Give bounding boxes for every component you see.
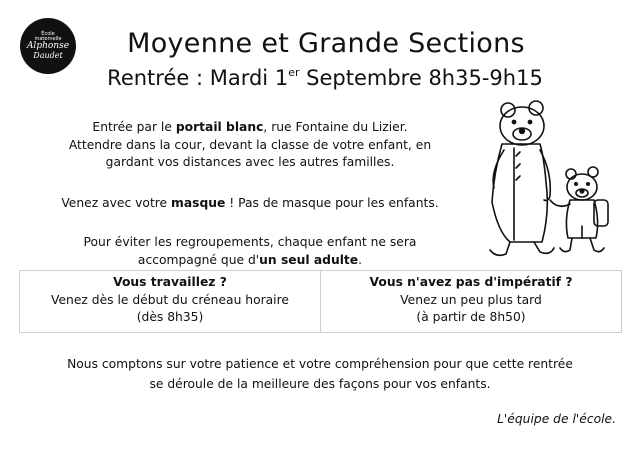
working-parents-cell: [20, 271, 321, 333]
adult-paragraph: [20, 234, 480, 269]
logo-line-2: maternelle: [34, 36, 62, 43]
mask-text-before: Venez avec votre: [61, 196, 172, 210]
entrance-line-2: Attendre dans la cour, devant la classe de votre enfant, en: [68, 137, 432, 152]
closing-line-2: se déroule de la meilleure des façons pour vos enfants.: [149, 377, 491, 391]
closing-line-1: Nous comptons sur votre patience et votre compréhension pour que cette rentrée: [67, 357, 573, 371]
closing-paragraph: [10, 354, 630, 394]
mask-bold: masque: [171, 196, 226, 210]
subtitle-superscript: er: [288, 66, 300, 79]
page-title: Moyenne et Grande Sections: [127, 28, 525, 59]
mask-text-after: ! Pas de masque pour les enfants.: [225, 196, 439, 210]
entrance-paragraph: [20, 119, 480, 172]
logo-line-4: Daudet: [33, 50, 63, 60]
signature: L'équipe de l'école.: [497, 412, 616, 426]
logo-line-1: École: [41, 30, 55, 37]
subtitle-part-1: Rentrée : Mardi 1: [107, 66, 289, 90]
bear-illustration: [480, 92, 620, 268]
entrance-line-3: gardant vos distances avec les autres familles.: [105, 155, 395, 169]
working-heading: Vous travaillez ?: [113, 275, 227, 289]
flexible-line-1: Venez un peu plus tard: [400, 292, 542, 307]
working-line-2: (dès 8h35): [136, 310, 204, 324]
flexible-parents-cell: [321, 271, 622, 333]
entrance-street: , rue Fontaine du Lizier.: [263, 120, 408, 134]
flexible-line-2: (à partir de 8h50): [416, 310, 526, 324]
subtitle-part-2: Septembre 8h35-9h15: [299, 66, 543, 90]
adult-line-1: Pour éviter les regroupements, chaque enfant ne sera: [83, 235, 417, 249]
adult-bold: un seul adulte: [259, 252, 359, 267]
arrival-times-table: [19, 270, 622, 333]
adult-text-before: accompagné que d': [137, 252, 260, 267]
entrance-line-1: [20, 119, 480, 137]
flexible-heading: Vous n'avez pas d'impératif ?: [369, 275, 573, 289]
adult-text-after: .: [358, 252, 363, 267]
logo-line-3: Alphonse: [26, 41, 70, 52]
adult-line-2: [20, 252, 480, 270]
entrance-text: Entrée par le: [92, 120, 176, 134]
page-subtitle: [0, 66, 640, 90]
entrance-gate-bold: portail blanc: [175, 120, 264, 134]
working-line-1: Venez dès le début du créneau horaire: [51, 292, 289, 307]
mask-paragraph: [20, 195, 480, 213]
table-row: [20, 271, 622, 333]
